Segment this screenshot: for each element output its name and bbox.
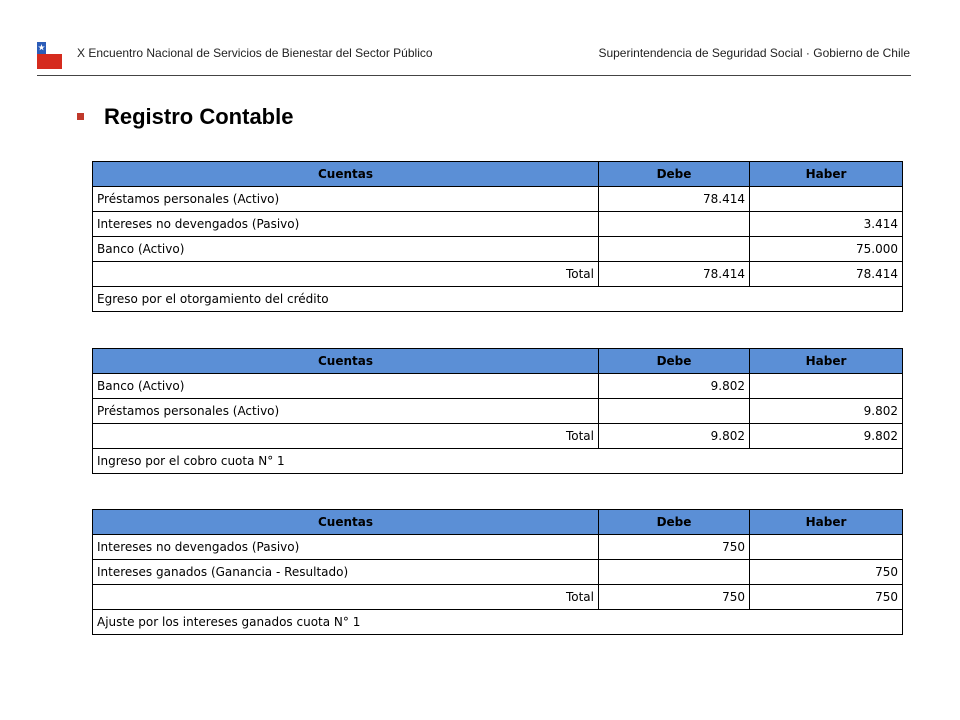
total-row	[93, 585, 903, 610]
column-header-haber: Haber	[750, 349, 903, 374]
account-cell: Banco (Activo)	[93, 374, 599, 399]
total-debe: 750	[599, 585, 750, 610]
haber-cell	[750, 535, 903, 560]
column-header-haber: Haber	[750, 162, 903, 187]
haber-cell	[750, 187, 903, 212]
column-header-cuentas: Cuentas	[93, 510, 599, 535]
account-cell: Préstamos personales (Activo)	[93, 399, 599, 424]
haber-cell	[750, 374, 903, 399]
debe-cell	[599, 212, 750, 237]
debe-cell	[599, 237, 750, 262]
debe-cell: 78.414	[599, 187, 750, 212]
flag-white-band	[46, 42, 62, 54]
table-row	[93, 560, 903, 585]
table-header-row	[93, 510, 903, 535]
total-debe: 9.802	[599, 424, 750, 449]
column-header-haber: Haber	[750, 510, 903, 535]
total-haber: 78.414	[750, 262, 903, 287]
ledger-table-credit-disbursement	[92, 161, 903, 312]
table-row	[93, 187, 903, 212]
header-divider	[37, 75, 911, 76]
total-haber: 750	[750, 585, 903, 610]
table-header-row	[93, 349, 903, 374]
ledger-table-interest-adjustment	[92, 509, 903, 635]
column-header-debe: Debe	[599, 162, 750, 187]
table-row	[93, 374, 903, 399]
haber-cell: 9.802	[750, 399, 903, 424]
entry-description: Egreso por el otorgamiento del crédito	[93, 287, 903, 312]
account-cell: Intereses ganados (Ganancia - Resultado)	[93, 560, 599, 585]
chile-flag-logo	[37, 42, 62, 69]
haber-cell: 75.000	[750, 237, 903, 262]
table-row	[93, 212, 903, 237]
total-haber: 9.802	[750, 424, 903, 449]
total-row	[93, 424, 903, 449]
account-cell: Banco (Activo)	[93, 237, 599, 262]
total-debe: 78.414	[599, 262, 750, 287]
entry-description: Ingreso por el cobro cuota N° 1	[93, 449, 903, 474]
column-header-cuentas: Cuentas	[93, 162, 599, 187]
account-cell: Préstamos personales (Activo)	[93, 187, 599, 212]
debe-cell: 750	[599, 535, 750, 560]
page-title: Registro Contable	[104, 104, 294, 129]
header-event-title: X Encuentro Nacional de Servicios de Bienestar del Sector Público	[77, 46, 433, 60]
debe-cell	[599, 560, 750, 585]
note-row	[93, 449, 903, 474]
note-row	[93, 287, 903, 312]
header-organization: Superintendencia de Seguridad Social · Gobierno de Chile	[598, 46, 910, 60]
haber-cell: 750	[750, 560, 903, 585]
debe-cell: 9.802	[599, 374, 750, 399]
total-label: Total	[93, 585, 599, 610]
column-header-cuentas: Cuentas	[93, 349, 599, 374]
total-row	[93, 262, 903, 287]
table-row	[93, 399, 903, 424]
total-label: Total	[93, 262, 599, 287]
total-label: Total	[93, 424, 599, 449]
ledger-table-installment-payment	[92, 348, 903, 474]
table-row	[93, 237, 903, 262]
debe-cell	[599, 399, 750, 424]
table-row	[93, 535, 903, 560]
entry-description: Ajuste por los intereses ganados cuota N° 1	[93, 610, 903, 635]
square-bullet-icon	[77, 113, 84, 120]
account-cell: Intereses no devengados (Pasivo)	[93, 212, 599, 237]
haber-cell: 3.414	[750, 212, 903, 237]
note-row	[93, 610, 903, 635]
table-header-row	[93, 162, 903, 187]
flag-red-band	[37, 54, 62, 69]
column-header-debe: Debe	[599, 510, 750, 535]
column-header-debe: Debe	[599, 349, 750, 374]
account-cell: Intereses no devengados (Pasivo)	[93, 535, 599, 560]
